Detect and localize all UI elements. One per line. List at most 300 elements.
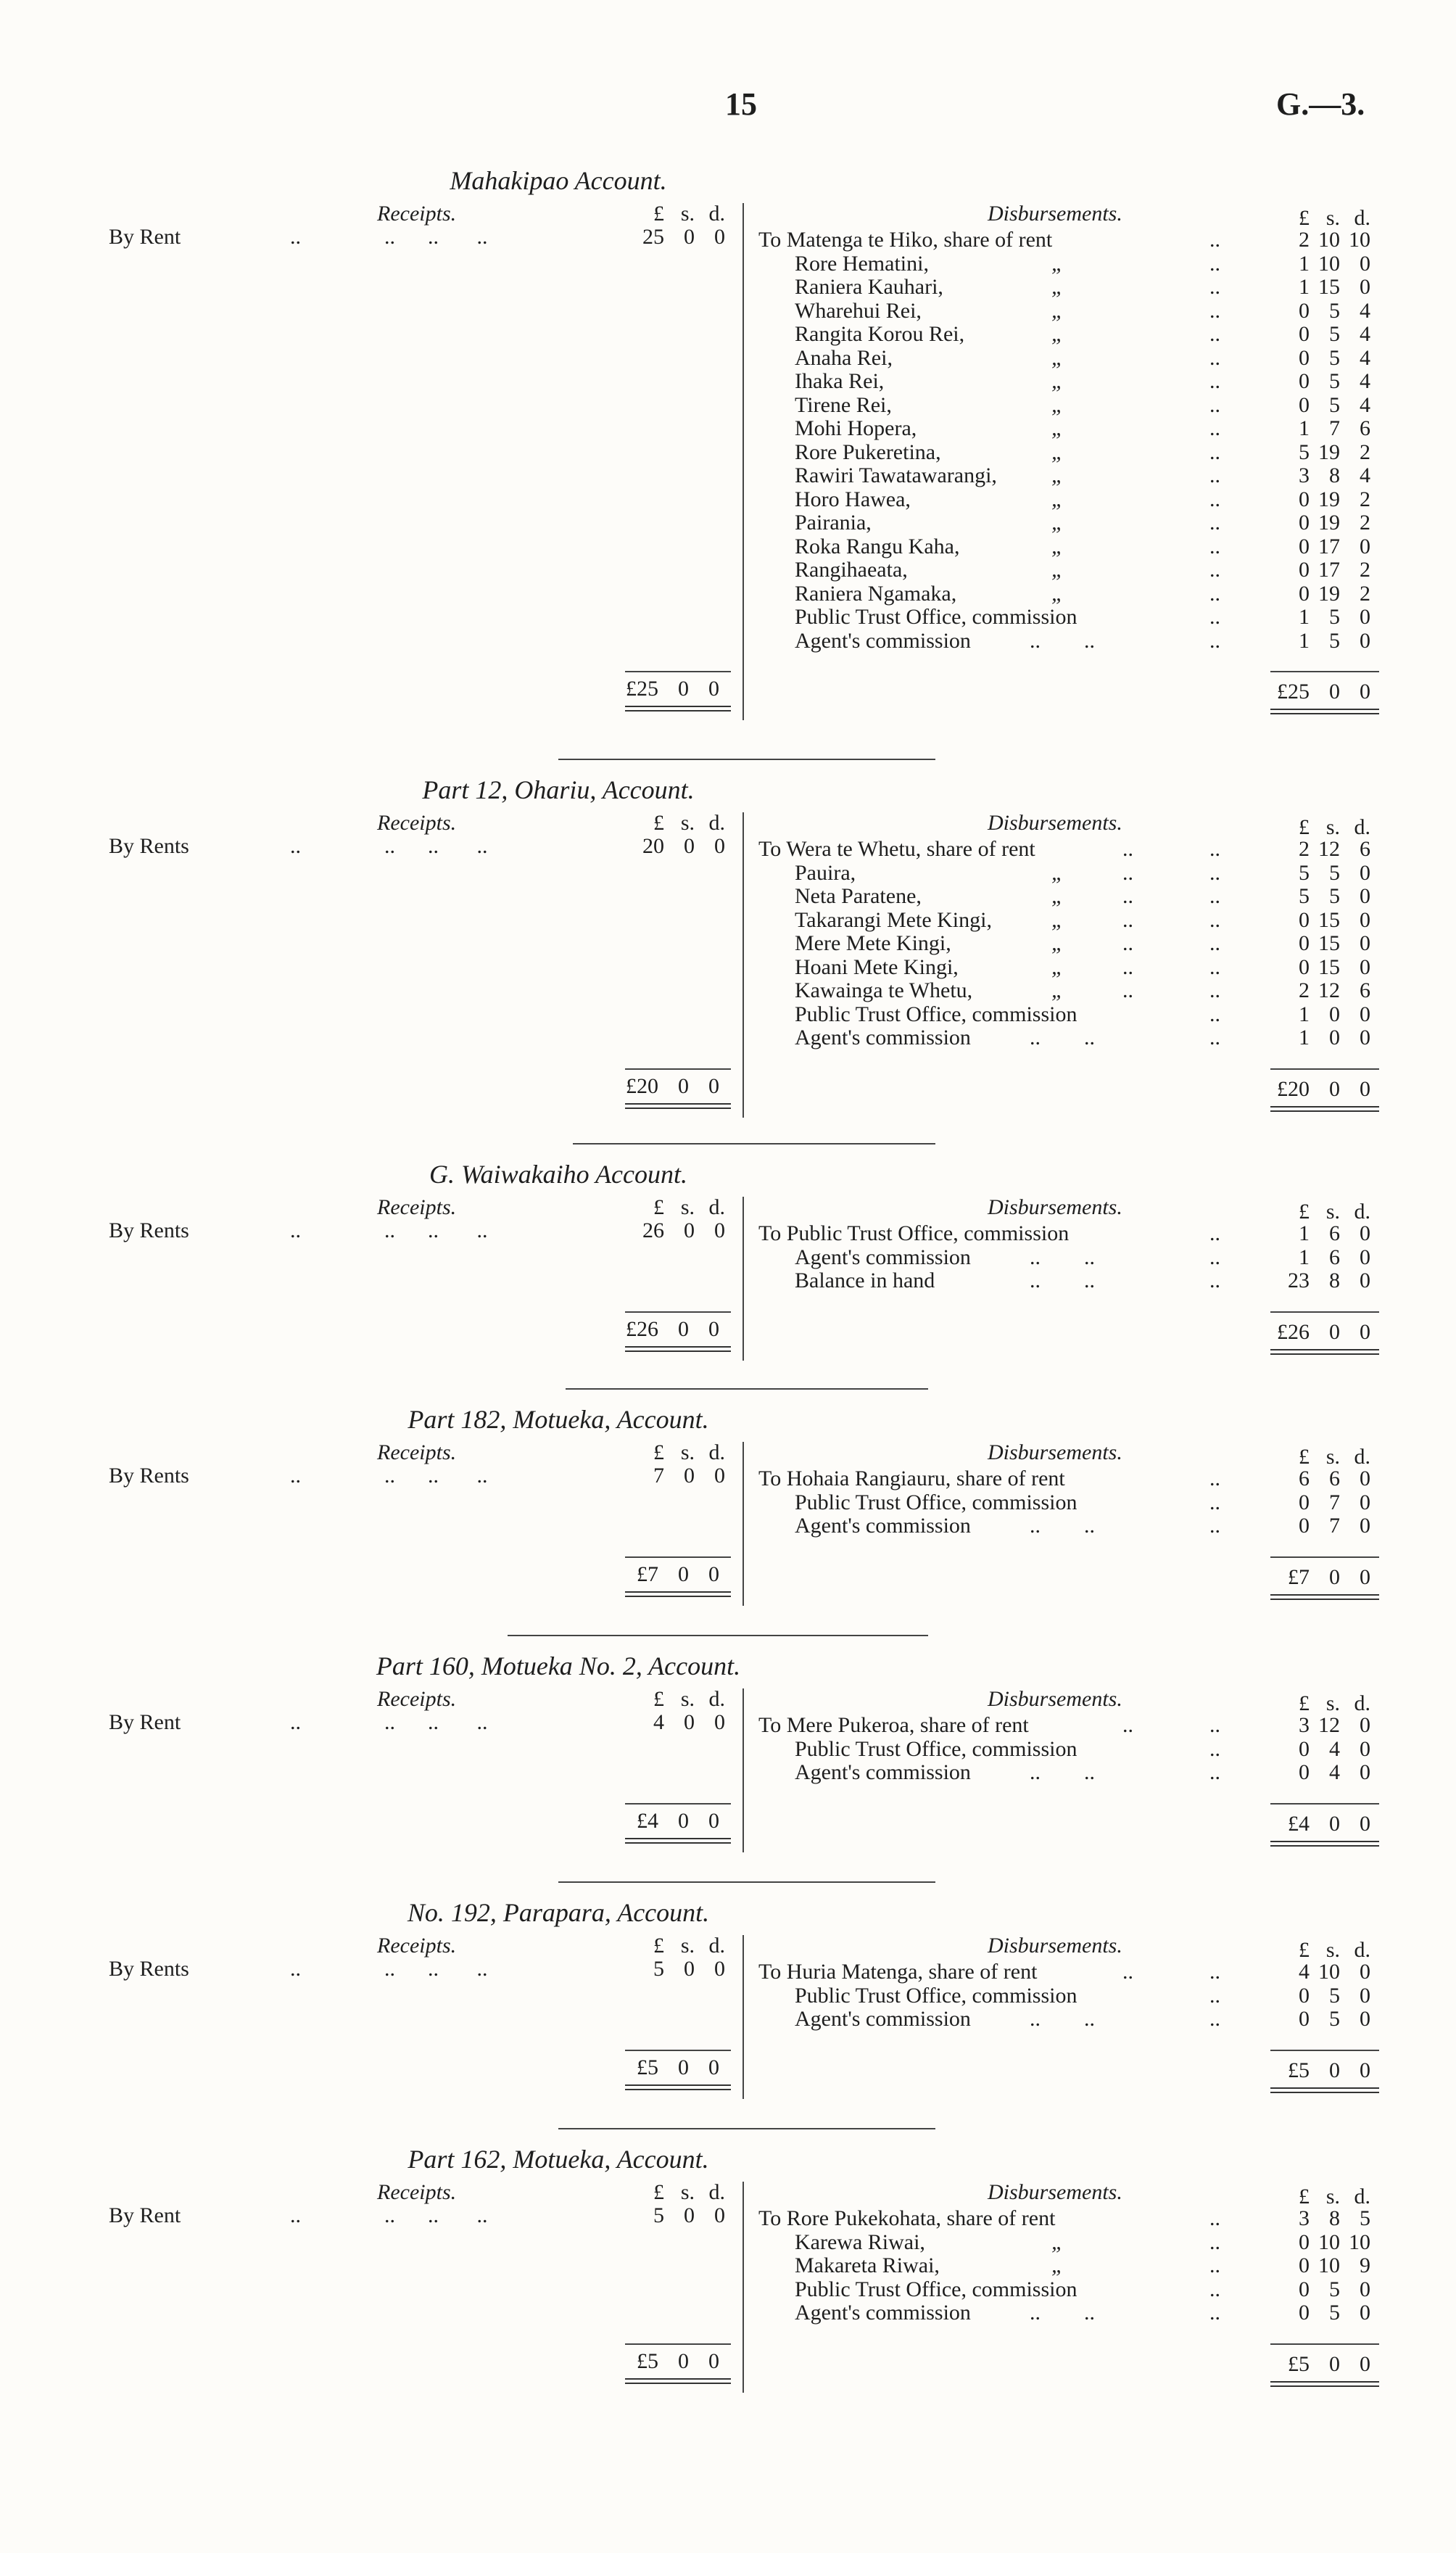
receipts-total-pence: 0 [708,677,719,701]
section-divider [573,1143,935,1144]
disbursement-amount-pence: 0 [1360,628,1370,653]
disbursement-row [0,535,1456,558]
payee-name: Rore Hematini, [795,251,929,276]
disbursement-amount-pence: 0 [1360,931,1370,955]
disbursement-amount-pence: 0 [1360,251,1370,276]
leader-dots: .. [1122,860,1133,885]
payee-name: Agent's commission [795,2301,971,2325]
payee-name: Hoani Mete Kingi, [795,954,959,979]
disbursement-amount-pounds: 0 [1299,487,1310,511]
disb-lsd-header-pounds: £ [1299,815,1310,839]
disbursement-row [0,582,1456,605]
disbursement-amount-shillings: 5 [1329,322,1340,346]
disb-total-rule [1270,1556,1379,1558]
receipts-header: Receipts. [377,1195,457,1219]
disbursement-amount [1276,463,1370,488]
disbursements-total-pounds: £26 [1277,1319,1310,1344]
payee-name: Rangita Korou Rei, [795,322,965,346]
disbursements-total-shillings: 0 [1329,680,1340,704]
disbursement-amount-pounds: 0 [1299,369,1310,393]
disbursement-amount-pence: 4 [1360,322,1370,346]
disbursement-row [0,1002,1456,1026]
disbursement-amount-shillings: 10 [1318,2253,1340,2277]
leader-dots: .. .. [1030,1245,1095,1269]
disbursement-amount-pence: 5 [1360,2206,1370,2230]
disbursement-amount [1276,2253,1370,2278]
ditto-mark: „ [1051,440,1064,464]
amount-leader-dots: .. [1209,440,1220,464]
disb-lsd-header [1276,206,1370,231]
disbursements-total [1276,1320,1370,1345]
receipts-double-rule [625,1103,731,1109]
ditto-mark: „ [1051,978,1064,1002]
disb-total-rule [1270,1803,1379,1805]
disbursement-amount-shillings: 0 [1329,1002,1340,1026]
leader-dots: .. .. [1030,1760,1095,1784]
receipts-lsd-header-pence: d. [708,1440,725,1464]
payee-name: Balance in hand [795,1269,935,1292]
disbursement-amount-pence: 10 [1349,228,1370,252]
disbursement-amount-shillings: 12 [1318,1713,1340,1737]
payee-name: Agent's commission [795,1245,971,1269]
disbursement-amount-pounds: 0 [1299,2253,1310,2277]
disbursement-amount [1276,275,1370,300]
ditto-mark: „ [1051,369,1064,393]
payee-name: Neta Paratene, [795,884,922,908]
leader-dots: .. [1122,1960,1133,1984]
disbursements-total-shillings: 0 [1329,1811,1340,1836]
disbursements-total-pounds: £20 [1277,1076,1310,1101]
amount-leader-dots: .. [1209,511,1220,535]
receipts-lsd-header-pounds: £ [653,1195,664,1219]
disbursement-amount-pounds: 1 [1299,416,1310,440]
receipt-amount-pence: 0 [714,1218,725,1242]
disbursements-total-pence: 0 [1360,1564,1370,1589]
amount-leader-dots: .. [1209,628,1220,653]
receipts-lsd-header-pounds: £ [653,1934,664,1958]
by-rent-label: By Rents [109,1957,189,1981]
amount-leader-dots: .. [1209,2253,1220,2277]
receipts-total-pence: 0 [708,1562,719,1586]
disbursement-amount-pounds: 1 [1299,628,1310,653]
disb-lsd-header [1276,815,1370,840]
disbursement-row [0,1760,1456,1783]
disbursement-row [0,275,1456,298]
receipt-dots: .. .. .. [384,225,488,249]
disbursement-row [0,837,1456,860]
payee-name: Raniera Ngamaka, [795,581,957,606]
payee-name: Anaha Rei, [795,345,893,370]
receipts-total-shillings: 0 [678,2348,689,2373]
disb-double-rule [1270,1841,1379,1847]
disb-lsd-header-shillings: s. [1325,206,1340,230]
ditto-mark: „ [1051,322,1064,346]
amount-leader-dots: .. [1209,2007,1220,2031]
by-rent-dots: .. [290,225,301,249]
disbursement-amount-shillings: 5 [1329,628,1340,653]
disbursement-amount-shillings: 10 [1318,251,1340,276]
disbursement-amount-pence: 9 [1360,2253,1370,2277]
leader-dots: .. [1122,884,1133,908]
receipt-dots: .. .. .. [384,2203,488,2227]
ditto-mark: „ [1051,392,1064,417]
receipts-lsd-header-pence: d. [708,2180,725,2204]
disbursement-amount-pence: 0 [1360,1713,1370,1737]
disbursement-amount-pence: 0 [1360,907,1370,932]
receipts-lsd-header-shillings: s. [680,1687,695,1711]
receipts-total-pounds: £7 [637,1562,658,1586]
disbursements-total-pence: 0 [1360,2351,1370,2376]
receipts-total-shillings: 0 [678,1808,689,1833]
leader-dots: .. [1122,931,1133,955]
receipt-amount-pence: 0 [714,1957,725,1981]
payee-name: Agent's commission [795,2007,971,2031]
disbursements-header: Disbursements. [988,202,1122,226]
ditto-mark: „ [1051,2253,1064,2277]
column-separator [743,1935,744,2099]
disb-total-rule [1270,2050,1379,2051]
disbursement-amount-shillings: 5 [1329,298,1340,323]
disbursement-row [0,1490,1456,1514]
by-rent-dots: .. [290,834,301,858]
disbursement-amount-shillings: 4 [1329,1736,1340,1761]
payee-name: To Rore Pukekohata, share of rent [758,2206,1056,2230]
payee-name: Agent's commission [795,628,971,653]
receipt-amount-pounds: 7 [653,1464,664,1488]
disbursement-amount-shillings: 5 [1329,860,1340,885]
receipts-lsd-header [631,2180,725,2205]
by-rent-label: By Rent [109,225,181,249]
disb-lsd-header-shillings: s. [1325,1200,1340,1224]
account-title: Part 162, Motueka, Account. [408,2145,709,2174]
account-title: Mahakipao Account. [450,166,667,195]
disbursement-amount-shillings: 10 [1318,228,1340,252]
disbursements-total-pence: 0 [1360,1319,1370,1344]
receipts-header: Receipts. [377,1440,457,1464]
disbursement-amount [1276,908,1370,933]
disbursement-amount-pounds: 2 [1299,837,1310,861]
amount-leader-dots: .. [1209,392,1220,417]
receipts-lsd-header-shillings: s. [680,1440,695,1464]
disbursement-row [0,1026,1456,1049]
disbursement-amount-shillings: 7 [1329,1514,1340,1538]
payee-name: Wharehui Rei, [795,298,922,323]
payee-name: Agent's commission [795,1760,971,1784]
receipt-amount-shillings: 0 [684,1957,695,1981]
disb-total-rule [1270,1068,1379,1070]
disbursement-amount-pounds: 1 [1299,1026,1310,1049]
disbursements-header: Disbursements. [988,811,1122,835]
disbursements-total [1276,2058,1370,2083]
receipt-amount-pounds: 4 [653,1710,664,1734]
disbursement-amount-shillings: 15 [1318,931,1340,955]
receipts-total-rule [625,1068,731,1070]
ditto-mark: „ [1051,931,1064,955]
disbursements-total [1276,1565,1370,1590]
ditto-mark: „ [1051,345,1064,370]
disb-lsd-header-shillings: s. [1325,815,1340,839]
disbursement-amount-pence: 0 [1360,275,1370,299]
disbursement-amount-pounds: 1 [1299,275,1310,299]
receipts-double-rule [625,706,731,712]
by-rent-label: By Rent [109,2203,181,2227]
receipts-double-rule [625,1838,731,1844]
receipts-double-rule [625,1591,731,1597]
ditto-mark: „ [1051,251,1064,276]
receipts-lsd-header-pence: d. [708,1687,725,1711]
disbursement-amount-shillings: 19 [1318,440,1340,464]
amount-leader-dots: .. [1209,2277,1220,2301]
receipts-lsd-header-shillings: s. [680,2180,695,2204]
receipt-amount-pence: 0 [714,834,725,858]
disbursements-total-shillings: 0 [1329,2058,1340,2082]
disbursement-amount [1276,1760,1370,1785]
column-separator [743,203,744,720]
disbursement-amount-pounds: 1 [1299,1245,1310,1269]
disbursement-row [0,884,1456,907]
disbursement-amount-pence: 0 [1360,1467,1370,1490]
disbursement-row [0,1269,1456,1292]
payee-name: Ihaka Rei, [795,369,885,393]
disbursement-amount-pounds: 0 [1299,907,1310,932]
receipts-total-pounds: £4 [637,1808,658,1833]
disbursement-amount [1276,416,1370,441]
receipts-lsd-header [631,1195,725,1220]
payee-name: Horo Hawea, [795,487,911,511]
disb-double-rule [1270,1106,1379,1112]
disb-lsd-header-pence: d. [1354,815,1370,839]
disbursement-amount [1276,2277,1370,2302]
receipts-total-rule [625,2050,731,2051]
disbursements-total-shillings: 0 [1329,1319,1340,1344]
disbursement-amount-pounds: 0 [1299,954,1310,979]
amount-leader-dots: .. [1209,275,1220,299]
disbursement-row [0,1713,1456,1736]
disb-lsd-header-pence: d. [1354,1200,1370,1224]
disbursement-amount [1276,1467,1370,1491]
disbursement-amount-shillings: 5 [1329,605,1340,629]
disbursement-amount-pence: 0 [1360,954,1370,979]
disbursement-row [0,1221,1456,1245]
by-rent-label: By Rents [109,1464,189,1488]
disbursement-row [0,978,1456,1002]
disbursement-amount [1276,2007,1370,2032]
disbursements-header: Disbursements. [988,1687,1122,1711]
disb-lsd-header-pence: d. [1354,2185,1370,2208]
receipts-total-pounds: £25 [626,677,658,701]
receipts-total-shillings: 0 [678,677,689,701]
receipt-amount-shillings: 0 [684,834,695,858]
disbursement-amount [1276,1514,1370,1538]
disbursement-amount-pence: 0 [1360,860,1370,885]
payee-name: Rore Pukeretina, [795,440,941,464]
payee-name: To Mere Pukeroa, share of rent [758,1713,1029,1737]
payee-name: To Huria Matenga, share of rent [758,1960,1038,1984]
receipt-amount-shillings: 0 [684,2203,695,2227]
payee-name: To Wera te Whetu, share of rent [758,837,1035,861]
receipts-double-rule [625,2378,731,2384]
receipts-lsd-header-shillings: s. [680,1195,695,1219]
amount-leader-dots: .. [1209,322,1220,346]
receipts-total-shillings: 0 [678,1562,689,1586]
amount-leader-dots: .. [1209,1002,1220,1026]
receipts-total [625,1809,719,1834]
payee-name: Takarangi Mete Kingi, [795,907,992,932]
disbursement-amount-pounds: 0 [1299,534,1310,558]
section-divider [558,759,935,760]
amount-leader-dots: .. [1209,1490,1220,1514]
payee-name: Agent's commission [795,1514,971,1538]
disbursement-amount-shillings: 17 [1318,534,1340,558]
receipts-total [625,1317,719,1342]
payee-name: Public Trust Office, commission [795,2277,1077,2301]
disbursement-amount-shillings: 19 [1318,581,1340,606]
receipts-lsd-header-pence: d. [708,811,725,835]
disbursement-amount-shillings: 5 [1329,884,1340,908]
payee-name: Public Trust Office, commission [795,605,1077,629]
disbursement-amount-pounds: 0 [1299,2007,1310,2031]
section-divider [508,1635,928,1636]
disb-lsd-header [1276,1445,1370,1469]
disbursements-total [1276,1077,1370,1102]
disbursement-amount-pence: 6 [1360,837,1370,861]
receipt-amount-pounds: 26 [642,1218,664,1242]
disbursement-amount [1276,1984,1370,2008]
payee-name: Roka Rangu Kaha, [795,534,960,558]
disbursement-amount [1276,322,1370,347]
disbursements-total-shillings: 0 [1329,1076,1340,1101]
disb-double-rule [1270,1349,1379,1355]
receipt-dots: .. .. .. [384,1957,488,1981]
disbursement-amount-pence: 6 [1360,416,1370,440]
by-rent-label: By Rents [109,1218,189,1242]
disbursement-row [0,1984,1456,2007]
receipt-amount-shillings: 0 [684,1710,695,1734]
disbursement-amount [1276,1737,1370,1762]
payee-name: Mohi Hopera, [795,416,917,440]
receipts-total-pounds: £26 [626,1316,658,1341]
disbursement-amount-pence: 0 [1360,1960,1370,1984]
receipt-amount-pounds: 25 [642,225,664,249]
disbursement-amount-shillings: 5 [1329,345,1340,370]
disbursement-row [0,861,1456,884]
amount-leader-dots: .. [1209,1713,1220,1737]
disb-lsd-header [1276,1691,1370,1716]
disbursement-amount-pounds: 5 [1299,884,1310,908]
disbursement-amount [1276,931,1370,956]
disbursements-total-pounds: £7 [1288,1564,1310,1589]
receipt-amount-pence: 0 [714,1464,725,1488]
disbursement-amount-pence: 0 [1360,1514,1370,1538]
payee-name: Pairania, [795,511,872,535]
disbursement-amount [1276,558,1370,582]
payee-name: Rawiri Tawatawarangi, [795,463,997,487]
disbursement-row [0,440,1456,463]
receipts-total-pounds: £5 [637,2348,658,2373]
disbursement-row [0,369,1456,392]
payee-name: Tirene Rei, [795,392,892,417]
receipts-total [625,2349,719,2374]
disbursement-row [0,252,1456,275]
disbursement-amount-shillings: 0 [1329,1026,1340,1049]
amount-leader-dots: .. [1209,534,1220,558]
disbursement-amount-pounds: 0 [1299,2230,1310,2254]
disbursement-row [0,2301,1456,2324]
leader-dots: .. .. [1030,628,1095,653]
disbursement-amount-pence: 2 [1360,581,1370,606]
disb-lsd-header-shillings: s. [1325,2185,1340,2208]
disbursements-total [1276,2352,1370,2377]
disbursement-amount [1276,228,1370,252]
disbursement-row [0,2007,1456,2030]
amount-leader-dots: .. [1209,1983,1220,2008]
disb-double-rule [1270,709,1379,714]
ditto-mark: „ [1051,416,1064,440]
disbursement-amount-pounds: 0 [1299,558,1310,582]
ditto-mark: „ [1051,534,1064,558]
disbursements-total-shillings: 0 [1329,2351,1340,2376]
disbursements-total-pence: 0 [1360,1811,1370,1836]
disbursement-row [0,228,1456,251]
payee-name: Public Trust Office, commission [795,1490,1077,1514]
amount-leader-dots: .. [1209,954,1220,979]
disbursement-amount-pounds: 23 [1288,1269,1310,1292]
amount-leader-dots: .. [1209,1221,1220,1245]
disbursement-row [0,1245,1456,1269]
disbursement-amount [1276,1490,1370,1515]
disbursement-amount-pence: 4 [1360,463,1370,487]
ditto-mark: „ [1051,558,1064,582]
disbursement-amount-pounds: 0 [1299,1736,1310,1761]
amount-leader-dots: .. [1209,884,1220,908]
disbursement-row [0,1467,1456,1490]
disb-lsd-header-pounds: £ [1299,206,1310,230]
disbursement-amount-pence: 0 [1360,1269,1370,1292]
receipts-total-pence: 0 [708,1808,719,1833]
account-title: Part 160, Motueka No. 2, Account. [376,1651,741,1680]
receipt-amount-pounds: 5 [653,2203,664,2227]
disbursement-amount-pence: 0 [1360,1026,1370,1049]
disbursement-amount [1276,1269,1370,1293]
page-code: G.—3. [1276,86,1365,122]
disb-lsd-header-shillings: s. [1325,1691,1340,1715]
disbursement-amount-pounds: 0 [1299,322,1310,346]
receipts-total-pence: 0 [708,1073,719,1098]
disb-lsd-header-pounds: £ [1299,1691,1310,1715]
disbursement-row [0,2230,1456,2253]
receipts-total-rule [625,2343,731,2345]
receipts-lsd-header-shillings: s. [680,202,695,226]
receipts-lsd-header-shillings: s. [680,811,695,835]
disbursement-amount [1276,955,1370,980]
ditto-mark: „ [1051,954,1064,979]
disbursement-amount-pence: 2 [1360,511,1370,535]
disbursements-total-pounds: £5 [1288,2058,1310,2082]
disb-lsd-header-pounds: £ [1299,1938,1310,1962]
amount-leader-dots: .. [1209,1245,1220,1269]
disbursement-amount-pence: 0 [1360,1245,1370,1269]
amount-leader-dots: .. [1209,558,1220,582]
disbursements-total-pence: 0 [1360,1076,1370,1101]
payee-name: Public Trust Office, commission [795,1736,1077,1761]
disbursement-amount-pounds: 0 [1299,581,1310,606]
leader-dots: .. .. [1030,2007,1095,2031]
disbursement-amount-shillings: 6 [1329,1245,1340,1269]
receipts-total-pence: 0 [708,2055,719,2079]
amount-leader-dots: .. [1209,1269,1220,1292]
amount-leader-dots: .. [1209,978,1220,1002]
payee-name: To Matenga te Hiko, share of rent [758,228,1053,252]
